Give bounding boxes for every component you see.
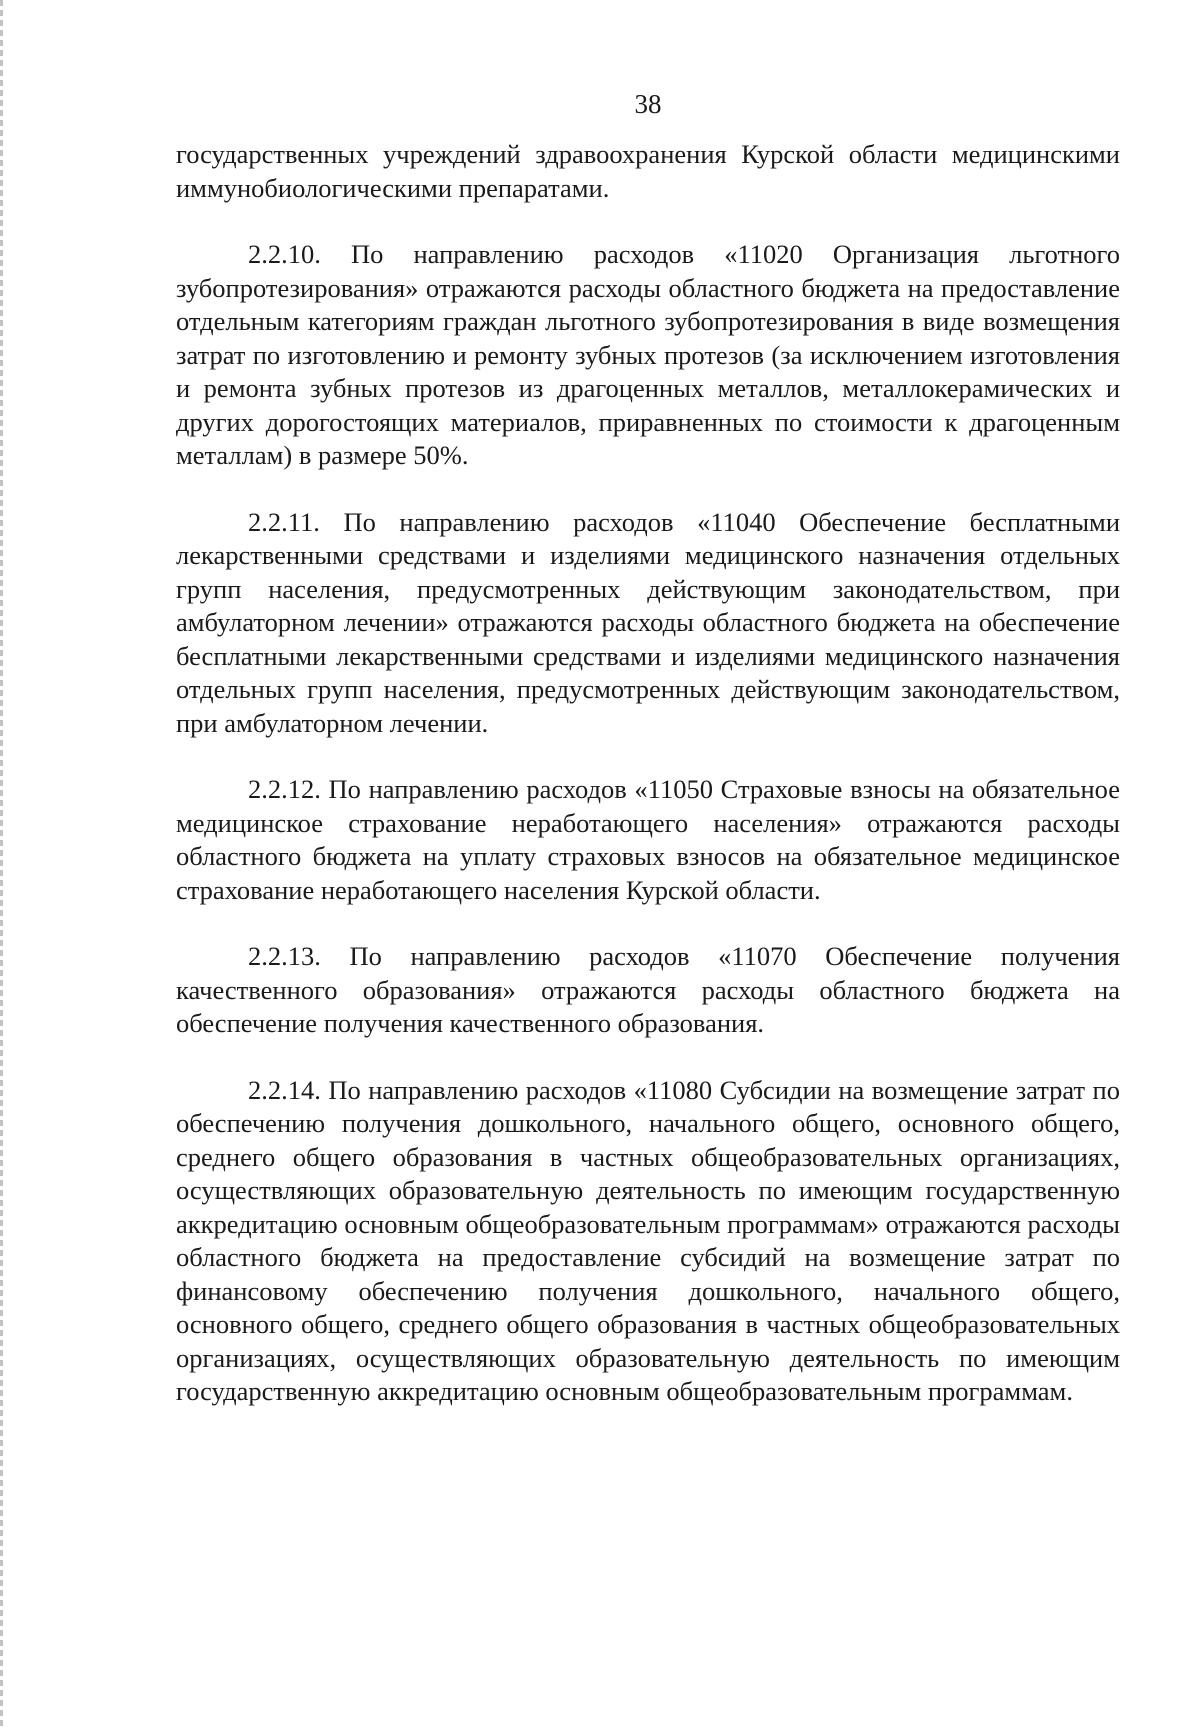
scan-edge-artifact — [0, 0, 3, 1727]
paragraph-continuation: государственных учреждений здравоохранения Курской области медицинскими иммунобиологическими препаратами. — [176, 139, 1120, 203]
paragraph-2-2-11: 2.2.11. По направлению расходов «11040 Обеспечение бесплатными лекарственными средствами и изделиями медицинского назначения отдельных групп населения, предусмотренных действующим законодательством, при амбулаторном лечении» отражаются расходы областного бюджета на обеспечение бесплатными лекарственными средствами и изделиями медицинского назначения отдельных групп населения, предусмотренных действующим законодательством, при амбулаторном лечении. — [176, 506, 1120, 738]
paragraph-2-2-10: 2.2.10. По направлению расходов «11020 Организация льготного зубопротезирования» отражаются расходы областного бюджета на предоставление отдельным категориям граждан льготного зубопротезирования в виде возмещения затрат по изготовлению и ремонту зубных протезов (за исключением изготовления и ремонта зубных протезов из драгоценных металлов, металлокерамических и других дорогостоящих материалов, приравненных по стоимости к драгоценным металлам) в размере 50%. — [176, 239, 1120, 470]
paragraph-2-2-13: 2.2.13. По направлению расходов «11070 Обеспечение получения качественного образования» отражаются расходы областного бюджета на обеспечение получения качественного образования. — [176, 941, 1120, 1038]
paragraph-2-2-14: 2.2.14. По направлению расходов «11080 Субсидии на возмещение затрат по обеспечению получения дошкольного, начального общего, основного общего, среднего общего образования в частных общеобразовательных организациях, осуществляющих образовательную деятельность по имеющим государственную аккредитацию основным общеобразовательным программам» отражаются расходы областного бюджета на предоставление субсидий на возмещение затрат по финансовому обеспечению получения дошкольного, начального общего, основного общего, среднего общего образования в частных общеобразовательных организациях, осуществляющих образовательную деятельность по имеющим государственную аккредитацию основным общеобразовательным программам. — [176, 1074, 1120, 1406]
document-page — [176, 84, 1120, 1409]
page-number: 38 — [634, 89, 662, 119]
paragraph-2-2-12: 2.2.12. По направлению расходов «11050 Страховые взносы на обязательное медицинское страхование неработающего населения» отражаются расходы областного бюджета на уплату страховых взносов на обязательное медицинское страхование неработающего населения Курской области. — [176, 774, 1120, 905]
